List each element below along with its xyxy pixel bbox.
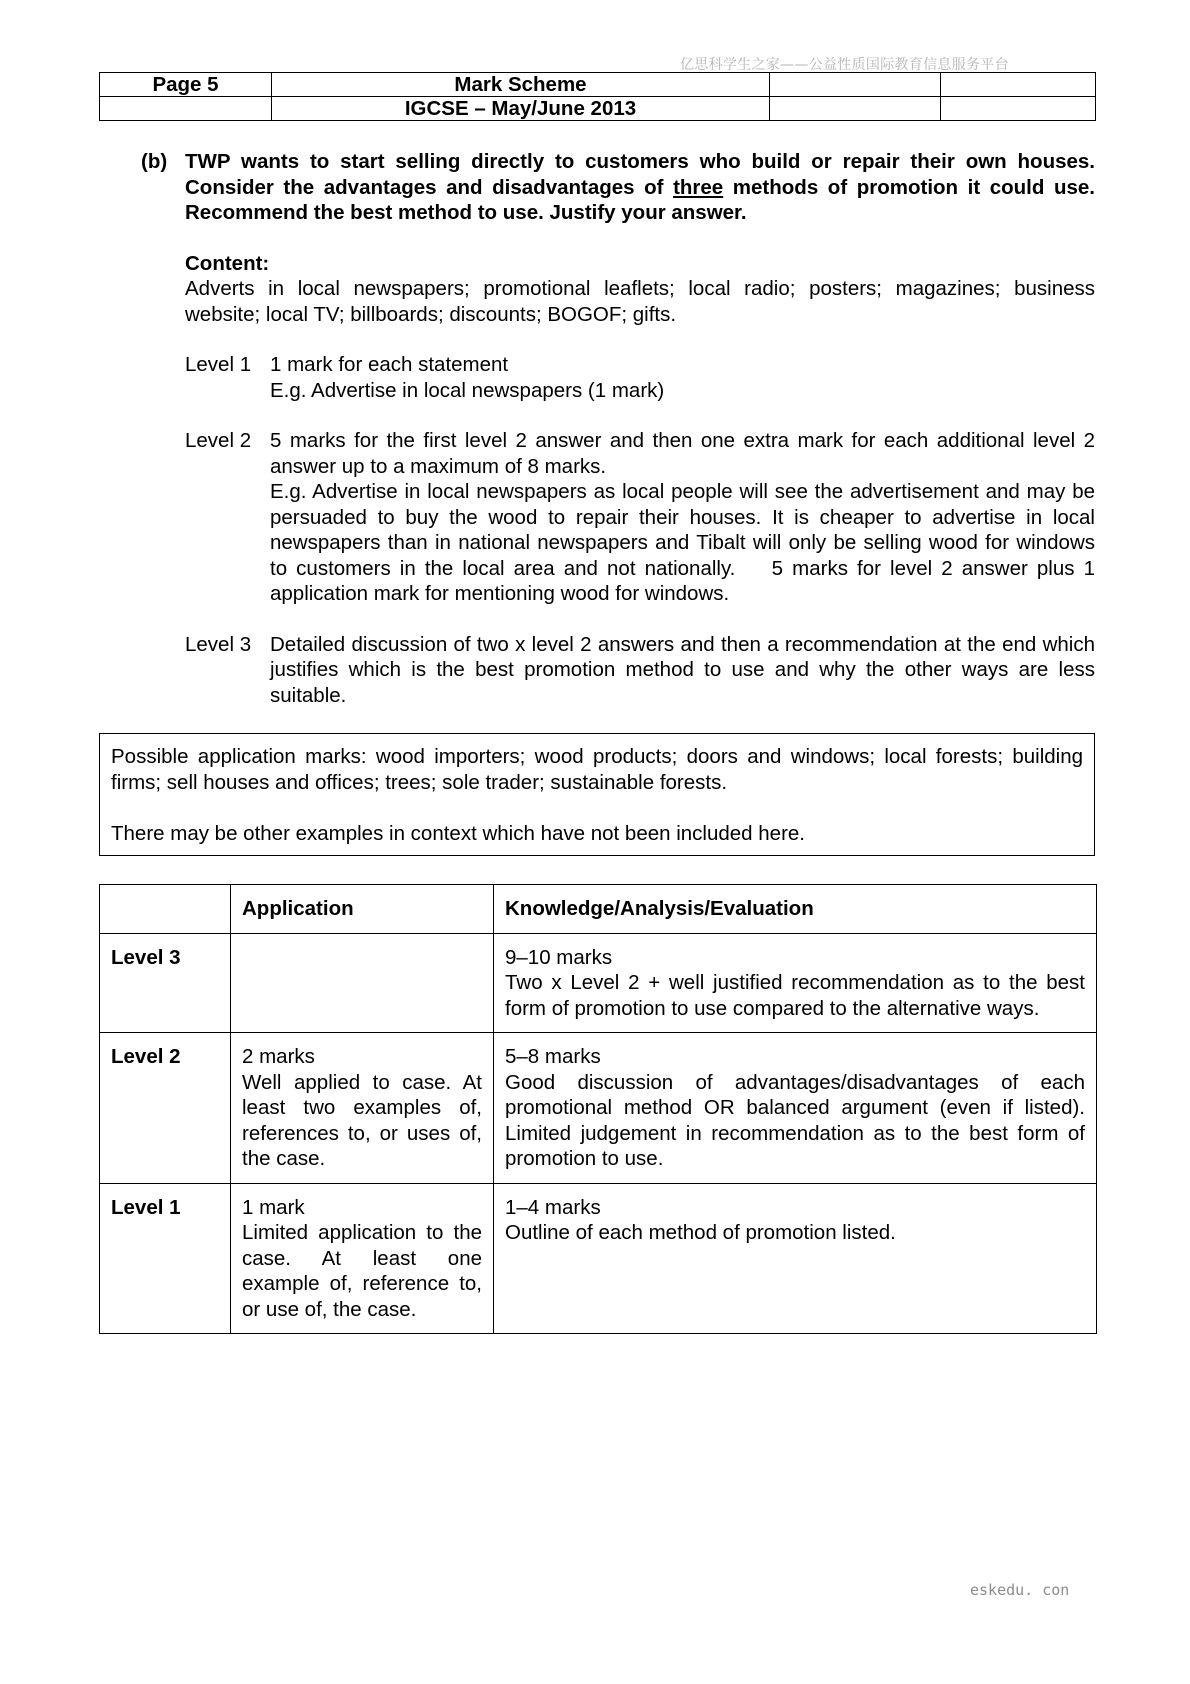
level-body [270,428,1101,607]
header-empty-cell [770,97,941,121]
grid-marks: 1 mark [242,1195,305,1219]
level-line: 1 mark for each statement [270,353,509,376]
header-empty-cell [100,97,272,121]
level-descriptor [185,428,1101,607]
level-line: Detailed discussion of two x level 2 answers and then a recommendation at the end which justifies which is the best promotion method to use and why the other ways are less suitable. [270,632,1095,707]
marking-grid [99,884,1097,1334]
grid-kae-cell [494,933,1097,1033]
content-text: Adverts in local newspapers; promotional leaflets; local radio; posters; magazines; business website; local TV; billboards; discounts; BOGOF; gifts. [185,277,1095,326]
level-line: 5 marks for the first level 2 answer and then one extra mark for each additional level 2 answer up to a maximum of 8 marks. [270,429,1095,478]
question-text-underlined: three [673,175,724,199]
grid-kae-cell [494,1033,1097,1184]
grid-header-kae: Knowledge/Analysis/Evaluation [494,885,1097,934]
grid-level-label: Level 1 [100,1183,231,1334]
grid-descriptor: Good discussion of advantages/disadvantages of each promotional method OR balanced argument (even if listed). Limited judgement in recommendation as to the best form of promotion to use. [505,1070,1085,1170]
grid-descriptor: Two x Level 2 + well justified recommendation as to the best form of promotion to use compared to the alternative ways. [505,971,1085,1020]
grid-descriptor: Outline of each method of promotion listed. [505,1221,896,1244]
grid-header-cell [100,885,231,934]
grid-application-cell [231,1183,494,1334]
question-label: (b) [141,150,168,173]
page-header-table [99,72,1096,121]
header-empty-cell [941,73,1096,97]
grid-marks: 1–4 marks [505,1195,601,1219]
level-label: Level 1 [185,353,252,376]
grid-marks: 2 marks [242,1045,315,1068]
level-label: Level 3 [185,632,252,656]
grid-row [100,1033,1097,1184]
level-descriptor [185,632,1095,709]
header-empty-cell [941,97,1096,121]
question-text-part: TWP wants to start selling directly to customers who build or repair their own houses. Consider the advantages and disadvantages of [185,150,1095,199]
level-body [270,352,1095,403]
level-line: E.g. Advertise in local newspapers (1 mark) [270,378,665,402]
grid-application-cell [231,933,494,1033]
grid-row [100,933,1097,1033]
level-label: Level 2 [185,429,252,452]
grid-application-cell [231,1033,494,1184]
content-heading: Content: [185,251,270,275]
page-number: Page 5 [100,73,272,97]
watermark-text: 亿思科学生之家——公益性质国际教育信息服务平台 [680,57,1009,73]
level-line: E.g. Advertise in local newspapers as local people will see the advertisement and may be persuaded to buy the wood to repair their houses. It is cheaper to advertise in local newspapers than in national newspapers and Tibalt will only be selling wood for windows to customers in the local area and not nationally. 5 marks for level 2 answer plus 1 application mark for mentioning wood for windows. [270,480,1101,605]
grid-marks: 5–8 marks [505,1045,601,1068]
footer-watermark: eskedu. con [970,1581,1070,1599]
document-title: Mark Scheme [272,73,770,97]
content-block [185,251,1101,709]
question-text-part: methods of promotion it could use. Recommend the best method to use. Justify your answer. [185,175,1095,224]
question-section [141,149,1101,708]
grid-row [100,1183,1097,1334]
level-body [270,632,1095,709]
header-empty-cell [770,73,941,97]
application-marks-box [99,733,1095,856]
level-descriptor [185,352,1095,403]
grid-descriptor: Limited application to the case. At least one example of, reference to, or use of, the case. [242,1221,482,1321]
grid-kae-cell [494,1183,1097,1334]
grid-level-label: Level 3 [100,933,231,1033]
grid-header-application: Application [231,885,494,934]
question-text [185,149,1095,226]
document-subtitle: IGCSE – May/June 2013 [272,97,770,121]
application-marks-text: Possible application marks: wood importers; wood products; doors and windows; local forests; building firms; sell houses and offices; trees; sole trader; sustainable forests. [111,745,1083,794]
grid-descriptor: Well applied to case. At least two examples of, references to, or uses of, the case. [242,1070,482,1170]
grid-level-label: Level 2 [100,1033,231,1184]
grid-marks: 9–10 marks [505,945,613,969]
grid-header-row [100,885,1097,934]
application-marks-note: There may be other examples in context which have not been included here. [111,821,805,845]
